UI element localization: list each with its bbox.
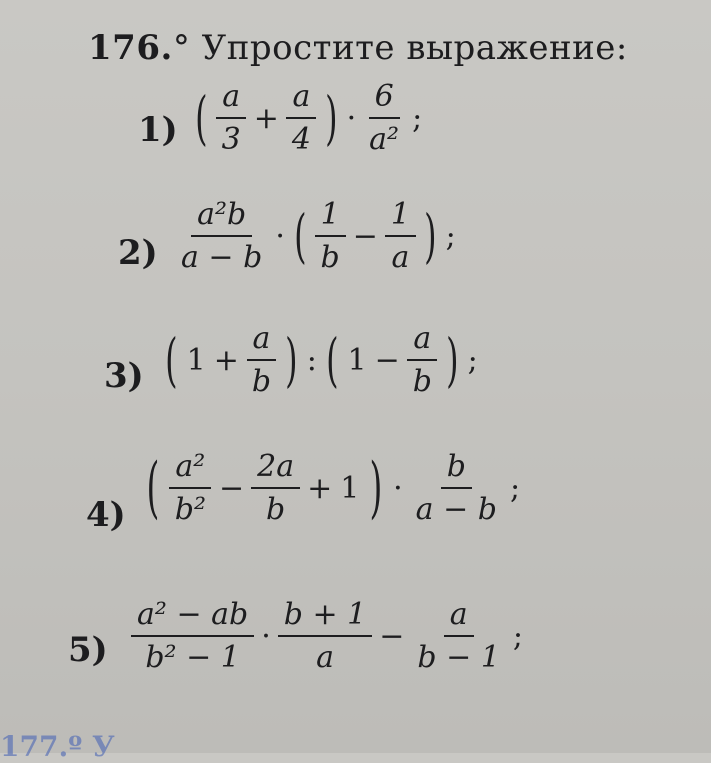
fraction [407, 322, 438, 398]
fraction [246, 322, 277, 398]
exercise-number: 176. [88, 28, 173, 68]
problem-label: 5) [68, 630, 108, 670]
denominator: a [316, 640, 334, 675]
semicolon: ; [412, 100, 423, 136]
fraction [363, 80, 405, 156]
fraction [169, 450, 212, 526]
exercise-marker: ° [172, 28, 191, 68]
denominator: 4 [291, 122, 311, 157]
denominator: b [412, 364, 432, 399]
denominator: a − b [181, 240, 263, 275]
close-paren: ) [446, 326, 459, 394]
colon-operator: : [306, 342, 317, 378]
numerator: a [407, 322, 437, 361]
minus-operator: − [379, 618, 405, 654]
number-one: 1 [186, 342, 206, 378]
close-paren: ) [369, 449, 383, 526]
open-paren: ( [165, 326, 178, 394]
open-paren: ( [195, 84, 208, 152]
close-paren: ) [424, 202, 437, 270]
numerator: 6 [369, 80, 400, 119]
numerator: 2a [251, 450, 300, 489]
problem-label: 1) [138, 110, 178, 150]
numerator: a [247, 322, 277, 361]
problem-expression [128, 598, 523, 674]
minus-operator: − [218, 470, 245, 506]
denominator: a² [369, 122, 400, 157]
fraction [278, 598, 373, 674]
semicolon: ; [467, 342, 478, 378]
numerator: a² [169, 450, 211, 489]
open-paren: ( [325, 326, 339, 394]
dot-operator: · [261, 618, 271, 654]
minus-operator: − [374, 342, 400, 378]
dot-operator: · [275, 218, 285, 254]
close-paren: ) [325, 84, 338, 152]
fraction [131, 598, 254, 674]
open-paren: ( [146, 449, 160, 526]
numerator: a [444, 598, 474, 637]
number-one: 1 [347, 342, 367, 378]
number-one: 1 [340, 470, 360, 506]
denominator: b [320, 240, 340, 275]
numerator: 1 [385, 198, 416, 237]
fraction [385, 198, 416, 274]
denominator: 3 [221, 122, 241, 157]
denominator: b² − 1 [145, 640, 240, 675]
problem-expression [190, 80, 422, 156]
problem-label: 2) [118, 233, 158, 273]
denominator: b² [174, 492, 206, 527]
denominator: b [251, 364, 272, 399]
dot-operator: · [346, 100, 357, 136]
fraction [216, 80, 247, 156]
semicolon: ; [512, 618, 524, 654]
plus-operator: + [213, 342, 239, 378]
semicolon: ; [445, 218, 456, 254]
denominator: a − b [415, 492, 497, 527]
numerator: a [286, 80, 316, 119]
fraction [175, 198, 268, 274]
denominator: a [391, 240, 410, 275]
fraction [315, 198, 346, 274]
dot-operator: · [393, 470, 403, 506]
problem-label: 3) [104, 356, 144, 396]
numerator: b [441, 450, 472, 489]
fraction [251, 450, 300, 526]
numerator: a² − ab [131, 598, 254, 637]
open-paren: ( [293, 202, 307, 270]
numerator: b + 1 [278, 598, 373, 637]
problem-expression [140, 450, 520, 526]
exercise-header [88, 28, 628, 68]
denominator: b [266, 492, 286, 527]
semicolon: ; [509, 470, 521, 506]
problem-expression [172, 198, 456, 274]
next-exercise-fragment: 177.º У [0, 730, 115, 763]
fraction [286, 80, 317, 156]
close-paren: ) [285, 326, 298, 394]
exercise-title: Упростите выражение: [201, 28, 628, 68]
fraction [411, 598, 506, 674]
problem-expression [160, 322, 478, 398]
minus-operator: − [352, 218, 378, 254]
plus-operator: + [253, 100, 279, 136]
numerator: a²b [191, 198, 252, 237]
fraction [410, 450, 503, 526]
numerator: a [216, 80, 246, 119]
numerator: 1 [315, 198, 346, 237]
plus-operator: + [307, 470, 333, 506]
problem-label: 4) [86, 495, 126, 535]
denominator: b − 1 [417, 640, 500, 675]
